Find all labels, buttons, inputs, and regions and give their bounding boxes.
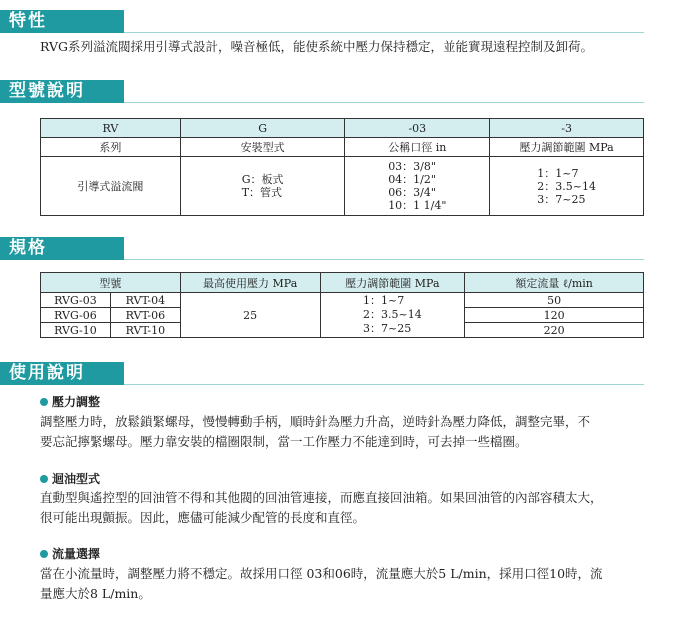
- specs-table: [40, 272, 644, 338]
- bullet-dot-icon: [40, 398, 48, 406]
- usage-heading-text: 壓力調整: [52, 395, 101, 409]
- usage-line: 很可能出現顫振。因此，應儘可能減少配管的長度和直徑。: [40, 510, 366, 525]
- usage-heading-text: 流量選擇: [52, 547, 101, 561]
- mount-option: G：板式: [241, 173, 284, 186]
- code-pressure: -3: [490, 119, 644, 138]
- mount-option: T：管式: [241, 186, 283, 199]
- usage-title: 使用說明: [0, 362, 124, 385]
- code-mount: G: [180, 119, 345, 138]
- pressure-option: 1：1~7: [537, 166, 579, 180]
- code-series: RV: [41, 119, 181, 138]
- spec-rvg-model: RVG-10: [41, 323, 111, 338]
- features-divider: [124, 32, 644, 33]
- spec-pressure-option: 3：7~25: [363, 322, 412, 335]
- usage-line: 要忘記擰緊螺母。壓力靠安裝的檔圈限制，當一工作壓力不能達到時，可去掉一些檔圈。: [40, 434, 528, 449]
- spec-rvt-model: RVT-10: [110, 323, 180, 338]
- spec-rvt-model: RVT-04: [110, 293, 180, 308]
- spec-rvg-model: RVG-03: [41, 293, 111, 308]
- spec-rvg-model: RVG-06: [41, 308, 111, 323]
- usage-divider: [124, 384, 644, 385]
- spec-flow: 50: [465, 293, 644, 308]
- usage-item-heading: [40, 471, 100, 487]
- spec-rvt-model: RVT-06: [110, 308, 180, 323]
- usage-line: 量應大於8 L/min。: [40, 586, 151, 601]
- model-title: 型號說明: [0, 80, 124, 103]
- spec-flow: 120: [465, 308, 644, 323]
- spec-header-pressure-range: 壓力調節範圍 MPa: [320, 273, 465, 293]
- specs-title: 規格: [0, 237, 124, 260]
- size-option: 04：1/2": [388, 173, 436, 186]
- size-option: 06：3/4": [388, 186, 436, 199]
- usage-line: 當在小流量時，調整壓力將不穩定。故採用口徑 03和06時，流量應大於5 L/min，採用口徑10時，流: [40, 566, 603, 581]
- size-option: 03：3/8": [388, 160, 436, 173]
- features-text: RVG系列溢流閥採用引導式設計，噪音極低，能使系統中壓力保持穩定，並能實現遠程控制及卸荷。: [40, 39, 593, 54]
- mount-options: [180, 157, 345, 216]
- bullet-dot-icon: [40, 475, 48, 483]
- series-name: 引導式溢流閥: [41, 157, 181, 216]
- usage-line: 直動型與遙控型的回油管不得和其他閥的回油管連接，而應直接回油箱。如果回油管的內部容積太大，: [40, 490, 603, 505]
- model-code-table: [40, 118, 644, 216]
- usage-item-heading: [40, 394, 100, 410]
- code-size: -03: [345, 119, 490, 138]
- pressure-options: [490, 157, 644, 216]
- spec-pressure-option: 1：1~7: [363, 294, 405, 307]
- spec-pressure-option: 2：3.5~14: [363, 308, 422, 321]
- spec-max-pressure: 25: [180, 293, 320, 338]
- size-options: [345, 157, 490, 216]
- model-divider: [124, 102, 644, 103]
- features-title: 特性: [0, 10, 124, 33]
- spec-header-max-pressure: 最高使用壓力 MPa: [180, 273, 320, 293]
- usage-line: 調整壓力時，放鬆鎖緊螺母，慢慢轉動手柄，順時針為壓力升高，逆時針為壓力降低，調整完畢，不: [40, 414, 591, 429]
- pressure-option: 2：3.5~14: [537, 179, 596, 193]
- header-series: 系列: [41, 138, 181, 157]
- spec-header-flow: 額定流量 ℓ/min: [465, 273, 644, 293]
- header-size: 公稱口徑 in: [345, 138, 490, 157]
- usage-heading-text: 迴油型式: [52, 472, 101, 486]
- header-mount: 安裝型式: [180, 138, 345, 157]
- spec-flow: 220: [465, 323, 644, 338]
- size-option: 10：1 1/4": [388, 199, 447, 212]
- header-pressure: 壓力調節範圍 MPa: [490, 138, 644, 157]
- bullet-dot-icon: [40, 550, 48, 558]
- spec-header-model: 型號: [41, 273, 181, 293]
- pressure-option: 3：7~25: [537, 192, 586, 206]
- usage-item-heading: [40, 546, 100, 562]
- spec-pressure-range: [320, 293, 465, 338]
- specs-divider: [124, 259, 644, 260]
